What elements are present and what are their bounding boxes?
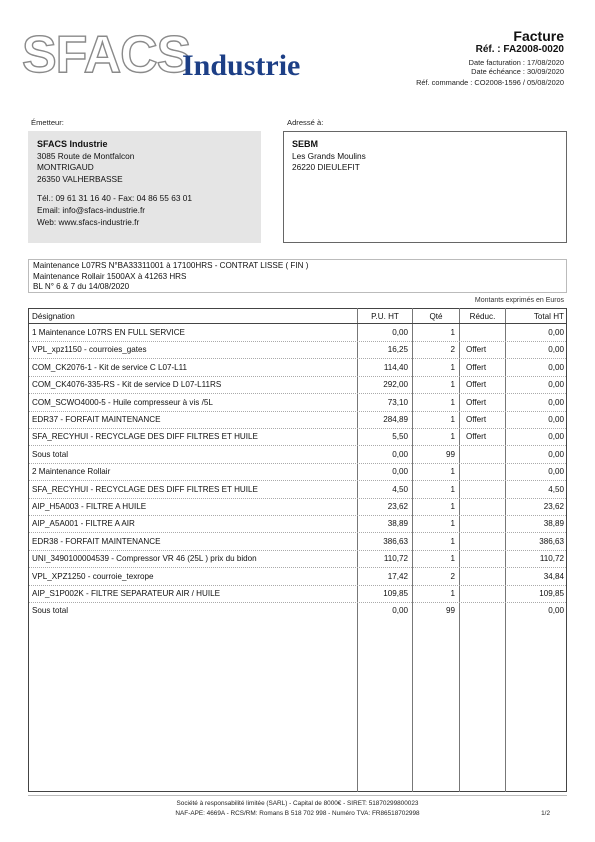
cell-unit-price: 292,00 <box>383 380 408 390</box>
header-quantity: Qté <box>429 312 443 321</box>
footer-divider <box>28 795 567 796</box>
emitter-name: SFACS Industrie <box>37 139 108 149</box>
cell-unit-price: 0,00 <box>392 449 408 459</box>
cell-quantity: 1 <box>450 397 455 407</box>
row-separator <box>29 602 566 603</box>
document-title: Facture <box>513 28 564 44</box>
note-line: Maintenance Rollair 1500AX à 41263 HRS <box>33 271 187 281</box>
cell-unit-price: 5,50 <box>392 432 408 442</box>
cell-designation: COM_CK2076-1 - Kit de service C L07-L11 <box>32 362 188 372</box>
cell-total: 0,00 <box>548 606 564 616</box>
invoice-date: Date facturation : 17/08/2020 <box>468 58 564 67</box>
cell-unit-price: 114,40 <box>383 362 408 372</box>
cell-designation: SFA_RECYHUI - RECYCLAGE DES DIFF FILTRES ET HUILE <box>32 484 258 494</box>
cell-total: 0,00 <box>548 449 564 459</box>
header-discount: Réduc. <box>469 312 496 321</box>
cell-quantity: 1 <box>450 328 455 337</box>
cell-quantity: 1 <box>450 519 455 529</box>
cell-quantity: 2 <box>450 571 455 581</box>
currency-note: Montants exprimés en Euros <box>474 297 564 304</box>
page-number: 1/2 <box>541 810 550 817</box>
emitter-address-line: 26350 VALHERBASSE <box>37 173 123 184</box>
addressee-address-line: Les Grands Moulins <box>292 150 366 161</box>
cell-quantity: 1 <box>450 432 455 442</box>
cell-discount: Offert <box>466 362 487 372</box>
header-separator <box>28 323 567 324</box>
note-line: Maintenance L07RS N°BA33311001 à 17100HRS - CONTRAT LISSE ( FIN ) <box>33 261 309 270</box>
cell-unit-price: 0,00 <box>392 328 408 337</box>
row-separator <box>29 341 566 342</box>
cell-total: 0,00 <box>548 415 564 424</box>
addressee-box <box>283 131 567 243</box>
cell-quantity: 1 <box>450 536 455 546</box>
cell-designation: COM_CK4076-335-RS - Kit de service D L07-L11RS <box>32 380 222 390</box>
cell-total: 0,00 <box>548 397 564 407</box>
logo-mark: SFACS <box>22 26 191 84</box>
cell-designation: AIP_S1P002K - FILTRE SEPARATEUR AIR / HUILE <box>32 589 221 598</box>
cell-total: 4,50 <box>548 484 564 494</box>
row-separator <box>29 585 566 586</box>
cell-designation: AIP_H5A003 - FILTRE A HUILE <box>32 502 147 511</box>
emitter-label: Émetteur: <box>31 118 64 127</box>
cell-total: 386,63 <box>539 536 564 546</box>
cell-total: 110,72 <box>539 554 564 564</box>
emitter-email: Email: info@sfacs-industrie.fr <box>37 204 146 215</box>
emitter-phone: Tél.: 09 61 31 16 40 - Fax: 04 86 55 63 01 <box>37 193 192 204</box>
cell-unit-price: 16,25 <box>387 345 408 355</box>
cell-discount: Offert <box>466 345 487 355</box>
row-separator <box>29 428 566 429</box>
cell-unit-price: 386,63 <box>383 536 408 546</box>
header-unit-price: P.U. HT <box>371 312 399 321</box>
row-separator <box>29 498 566 499</box>
header-total: Total HT <box>533 312 564 321</box>
cell-designation: Sous total <box>32 606 68 616</box>
cell-quantity: 1 <box>450 484 455 494</box>
cell-total: 0,00 <box>548 432 564 442</box>
cell-unit-price: 73,10 <box>387 397 408 407</box>
cell-total: 109,85 <box>539 589 564 598</box>
cell-total: 38,89 <box>543 519 564 529</box>
addressee-label: Adressé à: <box>287 118 324 127</box>
cell-unit-price: 38,89 <box>387 519 408 529</box>
cell-quantity: 99 <box>445 449 455 459</box>
cell-total: 0,00 <box>548 345 564 355</box>
cell-unit-price: 110,72 <box>383 554 408 564</box>
cell-total: 0,00 <box>548 467 564 477</box>
cell-designation: 2 Maintenance Rollair <box>32 467 111 477</box>
row-separator <box>29 480 566 481</box>
cell-designation: EDR38 - FORFAIT MAINTENANCE <box>32 536 161 546</box>
row-separator <box>29 550 566 551</box>
cell-designation: Sous total <box>32 449 68 459</box>
cell-total: 0,00 <box>548 380 564 390</box>
cell-designation: UNI_3490100004539 - Compressor VR 46 (25L ) prix du bidon <box>32 554 257 564</box>
row-separator <box>29 515 566 516</box>
cell-total: 0,00 <box>548 328 564 337</box>
emitter-box <box>28 131 261 243</box>
note-line: BL N° 6 & 7 du 14/08/2020 <box>33 282 130 291</box>
cell-total: 23,62 <box>543 502 564 511</box>
emitter-address-line: MONTRIGAUD <box>37 162 94 173</box>
cell-unit-price: 4,50 <box>392 484 408 494</box>
row-separator <box>29 567 566 568</box>
cell-quantity: 1 <box>450 362 455 372</box>
notes-box <box>28 259 567 293</box>
cell-unit-price: 284,89 <box>383 415 408 424</box>
cell-quantity: 1 <box>450 554 455 564</box>
row-separator <box>29 445 566 446</box>
header-designation: Désignation <box>32 312 75 321</box>
logo-suffix: Industrie <box>182 49 301 82</box>
row-separator <box>29 358 566 359</box>
row-separator <box>29 376 566 377</box>
cell-designation: COM_SCWO4000-5 - Huile compresseur à vis /5L <box>32 397 213 407</box>
cell-quantity: 1 <box>450 415 455 424</box>
cell-unit-price: 0,00 <box>392 467 408 477</box>
cell-discount: Offert <box>466 415 487 424</box>
cell-unit-price: 23,62 <box>387 502 408 511</box>
cell-designation: EDR37 - FORFAIT MAINTENANCE <box>32 415 161 424</box>
cell-quantity: 2 <box>450 345 455 355</box>
emitter-website: Web: www.sfacs-industrie.fr <box>37 216 140 227</box>
row-separator <box>29 411 566 412</box>
cell-discount: Offert <box>466 397 487 407</box>
legal-footer-line: Société à responsabilité limitée (SARL) - Capital de 8000€ - SIRET: 51870299800023 <box>176 800 419 807</box>
row-separator <box>29 393 566 394</box>
company-logo <box>22 26 322 88</box>
addressee-name: SEBM <box>292 139 319 149</box>
due-date: Date échéance : 30/09/2020 <box>471 67 564 76</box>
cell-quantity: 1 <box>450 467 455 477</box>
cell-unit-price: 109,85 <box>383 589 408 598</box>
cell-designation: VPL_XPZ1250 - courroie_texrope <box>32 571 154 581</box>
cell-unit-price: 17,42 <box>387 571 408 581</box>
cell-designation: AIP_A5A001 - FILTRE A AIR <box>32 519 135 529</box>
order-reference: Réf. commande : CO2008-1596 / 05/08/2020 <box>416 78 564 87</box>
cell-discount: Offert <box>466 432 487 442</box>
cell-designation: 1 Maintenance L07RS EN FULL SERVICE <box>32 328 185 337</box>
cell-total: 0,00 <box>548 362 564 372</box>
cell-quantity: 1 <box>450 502 455 511</box>
row-separator <box>29 463 566 464</box>
invoice-reference: Réf. : FA2008-0020 <box>475 44 564 55</box>
legal-footer-line: NAF-APE: 4669A - RCS/RM: Romans B 518 702 998 - Numéro TVA: FR86518702998 <box>175 810 420 817</box>
emitter-address-line: 3085 Route de Montfalcon <box>37 150 135 161</box>
cell-discount: Offert <box>466 380 487 390</box>
addressee-address-line: 26220 DIEULEFIT <box>292 162 360 173</box>
cell-designation: SFA_RECYHUI - RECYCLAGE DES DIFF FILTRES ET HUILE <box>32 432 258 442</box>
cell-quantity: 1 <box>450 589 455 598</box>
cell-unit-price: 0,00 <box>392 606 408 616</box>
cell-quantity: 1 <box>450 380 455 390</box>
cell-designation: VPL_xpz1150 - courroies_gates <box>32 345 147 355</box>
cell-quantity: 99 <box>445 606 455 616</box>
cell-total: 34,84 <box>543 571 564 581</box>
row-separator <box>29 532 566 533</box>
